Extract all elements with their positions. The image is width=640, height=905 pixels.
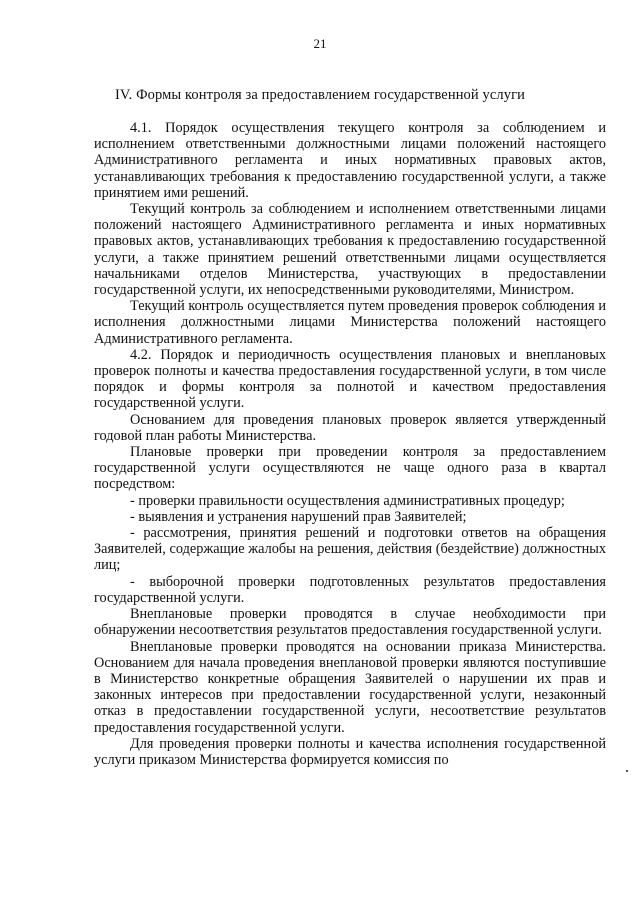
scan-speck (626, 770, 628, 772)
section-title: IV. Формы контроля за предоставлением государственной услуги (115, 87, 525, 103)
body-text (94, 120, 606, 768)
list-item: - рассмотрения, принятия решений и подготовки ответов на обращения Заявителей, содержащие жалобы на решения, действия (бездействие) должностных лиц; (94, 525, 606, 574)
list-item: - выборочной проверки подготовленных результатов предоставления государственной услуги. (94, 573, 606, 606)
paragraph-current-control-method: Текущий контроль осуществляется путем проведения проверок соблюдения и исполнения должностными лицами Министерства положений настоящего Административного регламента. (94, 298, 606, 347)
list-item: - проверки правильности осуществления административных процедур; (130, 492, 565, 509)
paragraph-planned-basis: Основанием для проведения плановых проверок является утвержденный годовой план работы Министерства. (94, 411, 606, 444)
paragraph-4-2: 4.2. Порядок и периодичность осуществления плановых и внеплановых проверок полноты и качества предоставления государственной услуги, в том числе порядок и формы контроля за полнотой и качеством предоставления государственной услуги. (94, 346, 606, 412)
paragraph-4-1: 4.1. Порядок осуществления текущего контроля за соблюдением и исполнением ответственными должностными лицами положений настоящего Административного регламента и иных нормативных правовых актов, устанавливающих требования к предоставлению государственной услуги, а также принятием ими решений. (94, 120, 606, 201)
paragraph-planned-frequency: Плановые проверки при проведении контроля за предоставлением государственной услуги осуществляются не чаще одного раза в квартал посредством: (94, 444, 606, 493)
paragraph-commission: Для проведения проверки полноты и качества исполнения государственной услуги приказом Министерства формируется комиссия по (94, 735, 606, 768)
paragraph-unscheduled-basis: Внеплановые проверки проводятся на основании приказа Министерства. Основанием для начала проведения внеплановой проверки являются поступившие в Министерство конкретные обращения Заявителей о нарушении их прав и законных интересов при предоставлении государственной услуги, незаконный отказ в предоставлении государственной услуги, несоответствие результатов предоставления государственной услуги. (94, 638, 606, 736)
paragraph-current-control: Текущий контроль за соблюдением и исполнением ответственными лицами положений настоящего Административного регламента и иных нормативных правовых актов, устанавливающих требования к предоставлению государственной услуги, а также принятием решений ответственными лицами осуществляется начальниками отделов Министерства, участвующих в предоставлении государственной услуги, их непосредственными руководителями, Министром. (94, 201, 606, 299)
paragraph-unscheduled-cases: Внеплановые проверки проводятся в случае необходимости при обнаружении несоответствия результатов предоставления государственной услуги. (94, 606, 606, 639)
page-number: 21 (313, 36, 327, 51)
list-item: - выявления и устранения нарушений прав Заявителей; (130, 508, 467, 525)
